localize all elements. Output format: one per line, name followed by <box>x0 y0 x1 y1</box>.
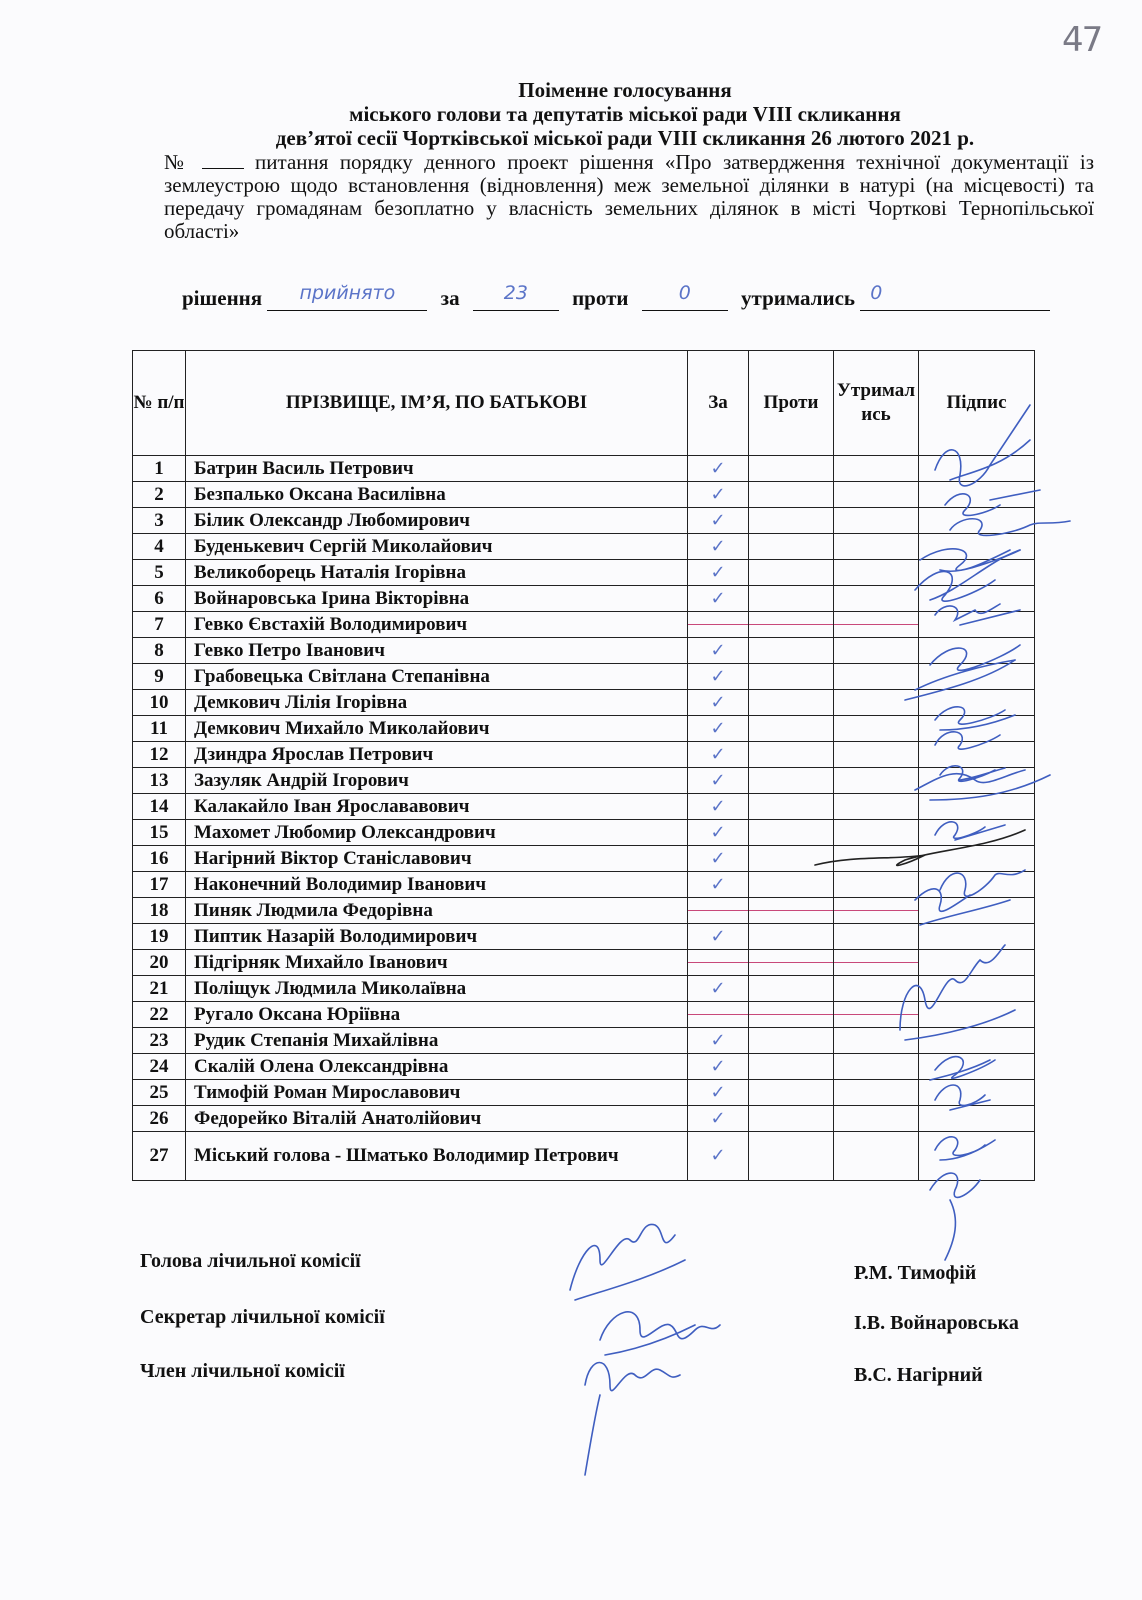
question-number-blank <box>202 154 244 169</box>
vote-for-cell <box>688 1028 749 1054</box>
vote-abstained-cell <box>834 846 919 872</box>
row-number: 14 <box>133 794 186 820</box>
row-number: 18 <box>133 898 186 924</box>
table-row <box>133 456 1035 482</box>
deputy-name: Білик Олександр Любомирович <box>186 508 688 534</box>
check-mark-icon: ✓ <box>710 744 726 765</box>
table-row <box>133 664 1035 690</box>
table-row <box>133 1106 1035 1132</box>
row-number: 8 <box>133 638 186 664</box>
against-label: проти <box>572 286 629 310</box>
table-row <box>133 924 1035 950</box>
deputy-name: Поліщук Людмила Миколаївна <box>186 976 688 1002</box>
row-number: 15 <box>133 820 186 846</box>
vote-abstained-cell <box>834 794 919 820</box>
vote-abstained-cell <box>834 534 919 560</box>
check-mark-icon: ✓ <box>710 1030 726 1051</box>
title-line-3: дев’ятої сесії Чортківської міської ради VIII скликання 26 лютого 2021 р. <box>275 126 975 150</box>
check-mark-icon: ✓ <box>710 692 726 713</box>
row-number: 25 <box>133 1080 186 1106</box>
signature-cell <box>919 794 1035 820</box>
signature-cell <box>919 664 1035 690</box>
check-mark-icon: ✓ <box>710 770 726 791</box>
signature-cell <box>919 924 1035 950</box>
vote-against-cell <box>749 690 834 716</box>
deputy-name: Пиптик Назарій Володимирович <box>186 924 688 950</box>
check-mark-icon: ✓ <box>710 536 726 557</box>
strike-line <box>834 962 918 963</box>
decision-label: рішення <box>182 286 263 310</box>
check-mark-icon: ✓ <box>710 1056 726 1077</box>
table-row <box>133 1080 1035 1106</box>
table-row <box>133 1028 1035 1054</box>
vote-abstained-cell <box>834 1028 919 1054</box>
signature-cell <box>919 1002 1035 1028</box>
table-row <box>133 612 1035 638</box>
vote-for-cell <box>688 846 749 872</box>
vote-abstained-cell <box>834 664 919 690</box>
vote-against-cell <box>749 1054 834 1080</box>
signature-cell <box>919 560 1035 586</box>
vote-for-cell <box>688 612 749 638</box>
signature-cell <box>919 690 1035 716</box>
vote-abstained-cell <box>834 898 919 924</box>
vote-abstained-cell <box>834 560 919 586</box>
table-row <box>133 794 1035 820</box>
vote-abstained-cell <box>834 1132 919 1181</box>
row-number: 24 <box>133 1054 186 1080</box>
vote-abstained-cell <box>834 976 919 1002</box>
row-number: 5 <box>133 560 186 586</box>
signature-cell <box>919 820 1035 846</box>
signature-secretary <box>600 1312 720 1355</box>
row-number: 13 <box>133 768 186 794</box>
table-row <box>133 534 1035 560</box>
against-value: 0 <box>678 282 691 304</box>
vote-for-cell <box>688 976 749 1002</box>
vote-for-cell <box>688 508 749 534</box>
abstained-value: 0 <box>870 282 883 304</box>
signature-row-27 <box>930 1173 980 1260</box>
secretary-label: Секретар лічильної комісії <box>140 1306 385 1328</box>
row-number: 20 <box>133 950 186 976</box>
vote-for-cell <box>688 586 749 612</box>
table-row <box>133 768 1035 794</box>
vote-abstained-cell <box>834 690 919 716</box>
vote-against-cell <box>749 664 834 690</box>
deputy-name: Федорейко Віталій Анатолійович <box>186 1106 688 1132</box>
table-row <box>133 586 1035 612</box>
vote-against-cell <box>749 716 834 742</box>
vote-against-cell <box>749 898 834 924</box>
decision-line <box>182 282 1082 311</box>
vote-against-cell <box>749 638 834 664</box>
row-number: 19 <box>133 924 186 950</box>
vote-against-cell <box>749 846 834 872</box>
vote-for-cell <box>688 794 749 820</box>
vote-against-cell <box>749 586 834 612</box>
table-row <box>133 638 1035 664</box>
table-row <box>133 716 1035 742</box>
vote-against-cell <box>749 1002 834 1028</box>
vote-for-cell <box>688 820 749 846</box>
row-number: 9 <box>133 664 186 690</box>
vote-for-cell <box>688 924 749 950</box>
signature-cell <box>919 586 1035 612</box>
header-name: ПРІЗВИЩЕ, ІМ’Я, ПО БАТЬКОВІ <box>186 351 688 456</box>
vote-against-cell <box>749 742 834 768</box>
row-number: 26 <box>133 1106 186 1132</box>
table-row <box>133 976 1035 1002</box>
document-title <box>160 78 1090 150</box>
vote-abstained-cell <box>834 482 919 508</box>
table-row <box>133 508 1035 534</box>
check-mark-icon: ✓ <box>710 484 726 505</box>
question-number-prefix: № <box>164 150 191 174</box>
deputy-name: Міський голова - Шматько Володимир Петрович <box>186 1132 688 1181</box>
deputy-name: Тимофій Роман Мирославович <box>186 1080 688 1106</box>
signature-cell <box>919 950 1035 976</box>
table-header-row <box>133 351 1035 456</box>
vote-abstained-cell <box>834 872 919 898</box>
member-label: Член лічильної комісії <box>140 1360 345 1382</box>
check-mark-icon: ✓ <box>710 848 726 869</box>
vote-against-cell <box>749 1106 834 1132</box>
check-mark-icon: ✓ <box>710 796 726 817</box>
strike-line <box>749 1014 833 1015</box>
table-row <box>133 846 1035 872</box>
vote-against-cell <box>749 456 834 482</box>
signature-cell <box>919 898 1035 924</box>
vote-abstained-cell <box>834 456 919 482</box>
table-row <box>133 1054 1035 1080</box>
signature-cell <box>919 638 1035 664</box>
member-name: В.С. Нагірний <box>854 1364 983 1386</box>
signature-cell <box>919 1054 1035 1080</box>
strike-line <box>834 1014 918 1015</box>
agenda-question <box>164 151 1094 243</box>
vote-abstained-cell <box>834 638 919 664</box>
row-number: 16 <box>133 846 186 872</box>
vote-abstained-cell <box>834 1002 919 1028</box>
check-mark-icon: ✓ <box>710 588 726 609</box>
vote-for-cell <box>688 872 749 898</box>
check-mark-icon: ✓ <box>710 978 726 999</box>
row-number: 2 <box>133 482 186 508</box>
row-number: 11 <box>133 716 186 742</box>
vote-abstained-cell <box>834 1054 919 1080</box>
chair-label: Голова лічильної комісії <box>140 1250 361 1272</box>
deputy-name: Пиняк Людмила Федорівна <box>186 898 688 924</box>
strike-line <box>834 910 918 911</box>
check-mark-icon: ✓ <box>710 926 726 947</box>
decision-value: прийнято <box>299 282 396 304</box>
table-row <box>133 820 1035 846</box>
strike-line <box>688 962 748 963</box>
table-row <box>133 1132 1035 1181</box>
row-number: 21 <box>133 976 186 1002</box>
for-label: за <box>440 286 460 310</box>
check-mark-icon: ✓ <box>710 640 726 661</box>
signature-cell <box>919 716 1035 742</box>
deputy-name: Демкович Михайло Миколайович <box>186 716 688 742</box>
row-number: 22 <box>133 1002 186 1028</box>
row-number: 10 <box>133 690 186 716</box>
table-row <box>133 950 1035 976</box>
vote-for-cell <box>688 1106 749 1132</box>
check-mark-icon: ✓ <box>710 822 726 843</box>
deputy-name: Калакайло Іван Ярослававович <box>186 794 688 820</box>
row-number: 1 <box>133 456 186 482</box>
vote-against-cell <box>749 1132 834 1181</box>
vote-abstained-cell <box>834 1080 919 1106</box>
vote-against-cell <box>749 534 834 560</box>
signature-cell <box>919 1132 1035 1181</box>
vote-against-cell <box>749 1080 834 1106</box>
chair-name: Р.М. Тимофій <box>854 1262 977 1284</box>
vote-abstained-cell <box>834 1106 919 1132</box>
signature-cell <box>919 768 1035 794</box>
deputy-name: Скалій Олена Олександрівна <box>186 1054 688 1080</box>
abstained-label: утримались <box>741 286 856 310</box>
check-mark-icon: ✓ <box>710 874 726 895</box>
vote-against-cell <box>749 794 834 820</box>
table-row <box>133 898 1035 924</box>
row-number: 27 <box>133 1132 186 1181</box>
signature-chair <box>570 1224 685 1300</box>
vote-for-cell <box>688 1002 749 1028</box>
row-number: 23 <box>133 1028 186 1054</box>
vote-against-cell <box>749 820 834 846</box>
vote-for-cell <box>688 534 749 560</box>
title-line-2: міського голови та депутатів міської ради VIII скликання <box>349 102 901 126</box>
deputy-name: Батрин Василь Петрович <box>186 456 688 482</box>
header-against: Проти <box>749 351 834 456</box>
check-mark-icon: ✓ <box>710 1082 726 1103</box>
table-row <box>133 560 1035 586</box>
vote-against-cell <box>749 482 834 508</box>
vote-against-cell <box>749 872 834 898</box>
vote-abstained-cell <box>834 742 919 768</box>
deputy-name: Гевко Петро Іванович <box>186 638 688 664</box>
vote-for-cell <box>688 950 749 976</box>
signature-cell <box>919 508 1035 534</box>
vote-against-cell <box>749 768 834 794</box>
title-line-1: Поіменне голосування <box>518 78 732 102</box>
signature-cell <box>919 742 1035 768</box>
for-value: 23 <box>503 282 528 304</box>
vote-against-cell <box>749 950 834 976</box>
deputy-name: Буденькевич Сергій Миколайович <box>186 534 688 560</box>
deputy-name: Підгірняк Михайло Іванович <box>186 950 688 976</box>
deputy-name: Безпалько Оксана Василівна <box>186 482 688 508</box>
secretary-name: І.В. Войнаровська <box>854 1312 1019 1334</box>
vote-abstained-cell <box>834 768 919 794</box>
vote-abstained-cell <box>834 950 919 976</box>
vote-for-cell <box>688 1054 749 1080</box>
deputy-name: Ругало Оксана Юріївна <box>186 1002 688 1028</box>
signature-cell <box>919 482 1035 508</box>
abstained-value-field <box>860 282 1050 311</box>
question-text: питання порядку денного проект рішення «Про затвердження технічної документації із землеустрою щодо встановлення (відновлення) меж земельної ділянки в натурі (на місцевості) та передачу громадянам безоплатно у власність земельних ділянок в місті Чорткові Тернопільської області» <box>164 150 1095 243</box>
against-value-field <box>642 282 728 311</box>
vote-for-cell <box>688 742 749 768</box>
vote-for-cell <box>688 690 749 716</box>
vote-against-cell <box>749 924 834 950</box>
deputy-name: Рудик Степанія Михайлівна <box>186 1028 688 1054</box>
signature-cell <box>919 846 1035 872</box>
check-mark-icon: ✓ <box>710 1108 726 1129</box>
deputy-name: Дзиндра Ярослав Петрович <box>186 742 688 768</box>
vote-for-cell <box>688 664 749 690</box>
check-mark-icon: ✓ <box>710 666 726 687</box>
vote-abstained-cell <box>834 716 919 742</box>
strike-line <box>688 1014 748 1015</box>
signature-cell <box>919 1106 1035 1132</box>
signature-cell <box>919 534 1035 560</box>
page-number: 47 <box>1062 20 1102 60</box>
vote-against-cell <box>749 1028 834 1054</box>
vote-for-cell <box>688 482 749 508</box>
table-row <box>133 482 1035 508</box>
deputy-name: Гевко Євстахій Володимирович <box>186 612 688 638</box>
deputy-name: Великоборець Наталія Ігорівна <box>186 560 688 586</box>
vote-for-cell <box>688 716 749 742</box>
vote-against-cell <box>749 976 834 1002</box>
vote-for-cell <box>688 560 749 586</box>
row-number: 12 <box>133 742 186 768</box>
signature-cell <box>919 1080 1035 1106</box>
deputy-name: Демкович Лілія Ігорівна <box>186 690 688 716</box>
signature-cell <box>919 612 1035 638</box>
vote-against-cell <box>749 508 834 534</box>
signature-cell <box>919 872 1035 898</box>
row-number: 7 <box>133 612 186 638</box>
vote-abstained-cell <box>834 612 919 638</box>
deputy-name: Зазуляк Андрій Ігорович <box>186 768 688 794</box>
vote-for-cell <box>688 898 749 924</box>
signature-cell <box>919 976 1035 1002</box>
vote-for-cell <box>688 768 749 794</box>
row-number: 17 <box>133 872 186 898</box>
table-row <box>133 872 1035 898</box>
table-row <box>133 1002 1035 1028</box>
signature-cell <box>919 456 1035 482</box>
deputy-name: Нагірний Віктор Станіславович <box>186 846 688 872</box>
decision-value-field <box>267 282 427 311</box>
row-number: 3 <box>133 508 186 534</box>
check-mark-icon: ✓ <box>710 718 726 739</box>
check-mark-icon: ✓ <box>710 1145 726 1166</box>
vote-abstained-cell <box>834 508 919 534</box>
vote-abstained-cell <box>834 924 919 950</box>
signature-member <box>585 1363 680 1476</box>
vote-for-cell <box>688 638 749 664</box>
table-row <box>133 742 1035 768</box>
signature-cell <box>919 1028 1035 1054</box>
strike-line <box>749 624 833 625</box>
vote-against-cell <box>749 560 834 586</box>
for-value-field <box>473 282 559 311</box>
vote-abstained-cell <box>834 586 919 612</box>
vote-for-cell <box>688 456 749 482</box>
deputy-name: Войнаровська Ірина Вікторівна <box>186 586 688 612</box>
table-body <box>133 456 1035 1181</box>
strike-line <box>688 910 748 911</box>
header-abstained: Утримались <box>834 351 919 456</box>
strike-line <box>749 910 833 911</box>
row-number: 4 <box>133 534 186 560</box>
vote-for-cell <box>688 1132 749 1181</box>
header-num: № п/п <box>133 351 186 456</box>
vote-for-cell <box>688 1080 749 1106</box>
check-mark-icon: ✓ <box>710 562 726 583</box>
check-mark-icon: ✓ <box>710 510 726 531</box>
vote-abstained-cell <box>834 820 919 846</box>
table-row <box>133 690 1035 716</box>
deputy-name: Махомет Любомир Олександрович <box>186 820 688 846</box>
header-signature: Підпис <box>919 351 1035 456</box>
vote-table <box>132 350 1035 1181</box>
header-for: За <box>688 351 749 456</box>
strike-line <box>749 962 833 963</box>
check-mark-icon: ✓ <box>710 458 726 479</box>
strike-line <box>688 624 748 625</box>
strike-line <box>834 624 918 625</box>
deputy-name: Грабовецька Світлана Степанівна <box>186 664 688 690</box>
vote-against-cell <box>749 612 834 638</box>
deputy-name: Наконечний Володимир Іванович <box>186 872 688 898</box>
row-number: 6 <box>133 586 186 612</box>
